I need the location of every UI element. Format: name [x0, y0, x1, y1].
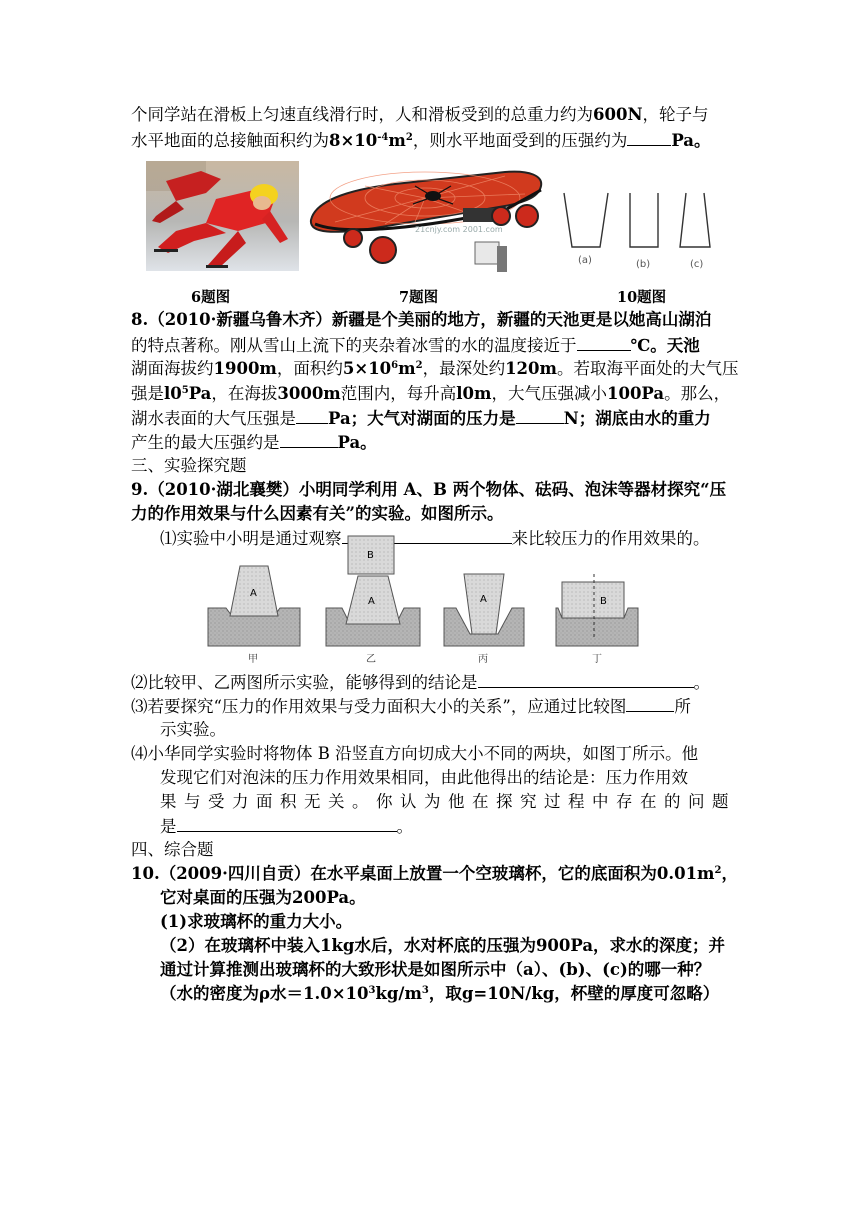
- text: Pa。: [337, 433, 377, 452]
- q8-line-2: [131, 333, 700, 358]
- q9-part-4-line-2: 发现它们对泡沫的压力作用效果相同，由此他得出的结论是：压力作用效: [160, 768, 688, 787]
- text: 。若取海平面处的大气压: [556, 359, 739, 378]
- block-a-label: A: [368, 596, 375, 607]
- answer-blank[interactable]: [577, 333, 631, 351]
- text: ，最深处约: [422, 359, 506, 378]
- text: kg/m: [375, 984, 422, 1003]
- text: 0.01m: [656, 864, 715, 883]
- text: 来比较压力的作用效果的。: [511, 529, 710, 548]
- text: 强是: [131, 384, 164, 403]
- text: 8.（2010·新疆乌鲁木齐）新疆是个美丽的地方，新疆的天池更是以她高山湖泊: [131, 310, 712, 329]
- text: ⑶若要探究“压力的作用效果与受力面积大小的关系”，应通过比较图: [131, 697, 627, 716]
- text: 8×10: [329, 131, 378, 150]
- answer-blank[interactable]: [626, 694, 674, 712]
- caption-fig7: 7题图: [399, 289, 439, 306]
- text: 1kg: [319, 936, 355, 955]
- q9-part-2: [131, 670, 710, 695]
- caption-fig10: 10题图: [617, 289, 667, 306]
- text: 湖水表面的大气压强是: [131, 409, 296, 428]
- text: 它对桌面的压强为: [160, 888, 292, 907]
- answer-blank[interactable]: [280, 430, 338, 448]
- text: ，轮子与: [642, 105, 709, 124]
- glass-b-shape: [630, 193, 658, 247]
- text: ，求水的深度；并: [593, 936, 726, 955]
- label-jia: 甲: [248, 654, 258, 665]
- text: 120m: [505, 359, 557, 378]
- setup-ding: [556, 574, 638, 665]
- text: 水后，水对杯底的压强为: [354, 936, 536, 955]
- text: 600N: [593, 105, 643, 124]
- text: 。: [693, 673, 710, 692]
- block-a-label: A: [250, 588, 257, 599]
- q10-part-1: (1)求玻璃杯的重力大小。: [160, 912, 353, 931]
- text: 。: [396, 817, 413, 836]
- text: 1900m: [213, 359, 277, 378]
- block-b-label: B: [367, 550, 374, 561]
- text: ⑷小华同学实验时将物体 B 沿竖直方向切成大小不同的两块，如图丁所示。他: [131, 744, 699, 763]
- q9-part-4-line-4: [160, 814, 413, 839]
- text: Pa。: [671, 131, 711, 150]
- q9-line-1: 9.（2010·湖北襄樊）小明同学利用 A、B 两个物体、砝码、泡沫等器材探究“压: [131, 480, 727, 499]
- text: 5×10: [342, 359, 392, 378]
- text: ，则水平地面受到的压强约为: [412, 131, 628, 150]
- text: ，大气压强减小: [491, 384, 607, 403]
- text: l0m: [456, 384, 492, 403]
- answer-blank[interactable]: [516, 406, 564, 424]
- block-a-label: A: [480, 594, 487, 605]
- label-a: (a): [578, 255, 592, 266]
- exponent: 3: [368, 985, 376, 996]
- text: 10.（2009·四川自贡）在水平桌面上放置一个空玻璃杯，它的底面积为: [131, 864, 657, 883]
- label-c: (c): [690, 259, 704, 270]
- q8-line-4: [131, 382, 730, 406]
- exponent: 6: [391, 360, 399, 371]
- glass-c-shape: [680, 193, 710, 247]
- q7-line-2: [131, 128, 710, 153]
- q8-line-6: [131, 430, 377, 455]
- answer-blank[interactable]: [478, 670, 694, 688]
- text: 是: [160, 817, 177, 836]
- exponent: 3: [421, 985, 429, 996]
- label-ding: 丁: [592, 654, 602, 665]
- text: 1.0×10: [302, 984, 369, 1003]
- text: （水的密度为ρ水＝: [160, 984, 303, 1003]
- caption-fig6: 6题图: [191, 289, 231, 306]
- text: 范围内，每升高: [340, 384, 457, 403]
- text: ℃。天池: [630, 336, 700, 355]
- q10-line-2: [160, 886, 366, 910]
- watermark: 21cnjy.com 2001.com: [415, 225, 503, 234]
- text: 900Pa: [535, 936, 594, 955]
- setup-jia: [208, 566, 300, 665]
- q9-part-4-line-1: [131, 742, 698, 766]
- text: 。: [349, 888, 366, 907]
- label-yi: 乙: [366, 654, 376, 665]
- skateboard-image: [305, 162, 547, 274]
- exponent: 2: [714, 865, 722, 876]
- text: 200Pa: [292, 888, 350, 907]
- text: 产生的最大压强约是: [131, 433, 280, 452]
- q9-part-3-cont: 示实验。: [160, 720, 226, 739]
- text: Pa；大气对湖面的压力是: [328, 409, 516, 428]
- text: 湖面海拔约: [131, 359, 214, 378]
- text: 水平地面的总接触面积约为: [131, 131, 329, 150]
- text: ，杯壁的厚度可忽略）: [554, 984, 720, 1003]
- glass-a-shape: [564, 193, 608, 247]
- text: Pa: [188, 384, 212, 403]
- text: ⑵比较甲、乙两图所示实验，能够得到的结论是: [131, 673, 478, 692]
- text: N；湖底由水的重力: [563, 409, 711, 428]
- answer-blank[interactable]: [627, 128, 671, 146]
- section-heading-3: 三、实验探究题: [131, 456, 247, 475]
- section-heading-4: 四、综合题: [131, 840, 214, 859]
- setup-yi: [326, 536, 420, 665]
- text: ，取: [428, 984, 462, 1003]
- setup-bing: [444, 574, 524, 665]
- text: 个同学站在滑板上匀速直线滑行时，人和滑板受到的总重力约为: [131, 105, 593, 124]
- exponent: 5: [181, 385, 189, 396]
- text: l0: [164, 384, 182, 403]
- label-b: (b): [636, 259, 651, 270]
- q8-line-1: [131, 308, 711, 332]
- text: m: [398, 359, 416, 378]
- foam-pressure-experiment-figure: [206, 534, 656, 669]
- exponent: 2: [405, 132, 413, 143]
- q9-part-3: [131, 694, 691, 719]
- q9-part-4-line-3: 果与受力面积无关。你认为他在探究过程中存在的问题: [160, 792, 736, 811]
- q10-part-2-line-2: 通过计算推测出玻璃杯的大致形状是如图所示中（a）、(b)、(c)的哪一种？: [160, 960, 711, 979]
- label-bing: 丙: [478, 654, 488, 665]
- q10-line-1: [131, 862, 738, 886]
- text: ，: [721, 864, 738, 883]
- q9-line-2: 力的作用效果与什么因素有关”的实验。如图所示。: [131, 504, 504, 523]
- q7-line-1: [131, 103, 709, 127]
- text: 3000m: [277, 384, 341, 403]
- q8-line-5: [131, 406, 711, 431]
- text: 。那么，: [664, 384, 731, 403]
- text: 100Pa: [606, 384, 665, 403]
- exponent: 2: [415, 360, 423, 371]
- q10-part-2-line-1: [160, 934, 725, 958]
- text: g=10N/kg: [461, 984, 555, 1003]
- text: 所: [674, 697, 691, 716]
- text: ⑴实验中小明是通过观察: [160, 529, 342, 548]
- answer-blank[interactable]: [296, 406, 328, 424]
- glass-shapes-figure: [556, 185, 726, 275]
- q10-part-2-line-3: [160, 982, 719, 1006]
- text: ，面积约: [276, 359, 343, 378]
- speed-skater-photo: [146, 161, 299, 271]
- q8-line-3: [131, 357, 738, 381]
- answer-blank[interactable]: [177, 814, 397, 832]
- text: 的特点著称。刚从雪山上流下的夹杂着冰雪的水的温度接近于: [131, 336, 577, 355]
- exponent: -4: [377, 132, 389, 143]
- text: （2）在玻璃杯中装入: [160, 936, 320, 955]
- block-b-label: B: [600, 596, 607, 607]
- text: ，在海拔: [211, 384, 278, 403]
- text: m: [388, 131, 406, 150]
